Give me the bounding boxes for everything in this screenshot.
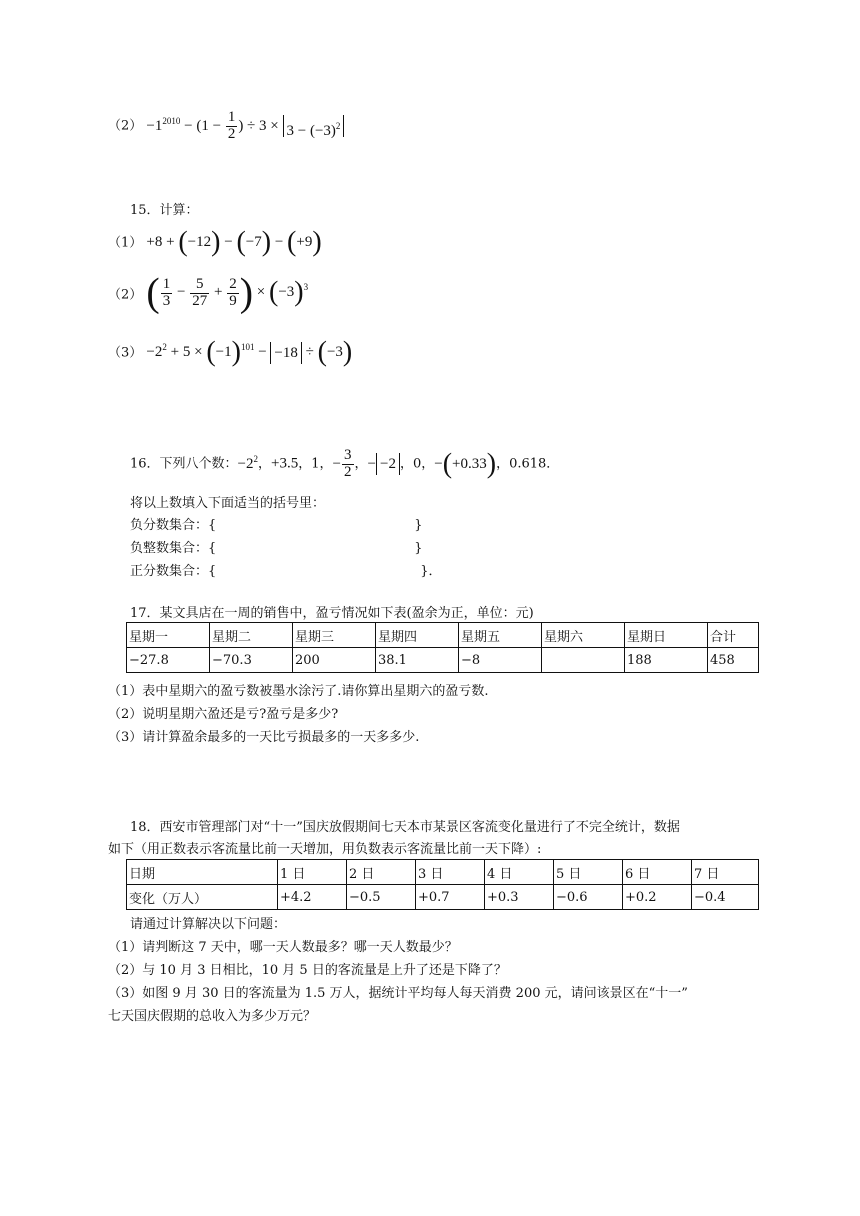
- math-expression: +8 + (−12) − (−7) − (+9): [146, 227, 322, 258]
- q17-table: [126, 622, 759, 673]
- q16-line: 16．下列八个数：$-2^2$，+3.5，1，− $\frac{3}{2}$ ，− −2 ，0，−(+0.33)，0.618．: [130, 447, 560, 480]
- set-negative-fractions: [130, 514, 423, 533]
- table-cell: 星期日: [625, 623, 708, 648]
- q18-line-2: 如下（用正数表示客流量比前一天增加，用负数表示客流量比前一天下降）:: [108, 842, 542, 857]
- q18-table: [126, 859, 759, 910]
- table-cell: 6 日: [623, 860, 692, 885]
- table-cell: −70.3: [210, 648, 293, 673]
- set-close: }: [414, 518, 423, 533]
- q18-intro: 请通过计算解决以下问题：: [130, 917, 287, 932]
- set-label: 正分数集合：{: [130, 564, 217, 579]
- table-cell: +0.2: [623, 885, 692, 910]
- item-label: （2）: [108, 287, 143, 303]
- item-label: （2）: [108, 118, 143, 134]
- q18-line-1: 18．西安市管理部门对“十一”国庆放假期间七天本市某景区客流变化量进行了不完全统计，数据: [130, 820, 680, 835]
- table-cell: 日期: [127, 860, 278, 885]
- table-cell: +4.2: [278, 885, 347, 910]
- q17-question-2: （2）说明星期六盈还是亏?盈亏是多少?: [108, 707, 339, 722]
- table-cell: 星期一: [127, 623, 210, 648]
- table-cell: [542, 648, 625, 673]
- table-cell: 7 日: [692, 860, 759, 885]
- q18-question-3-cont: 七天国庆假期的总收入为多少万元？: [108, 1009, 317, 1024]
- table-cell: 星期六: [542, 623, 625, 648]
- q15-title: 15．计算：: [130, 203, 199, 218]
- table-cell: −0.6: [554, 885, 623, 910]
- table-cell: 1 日: [278, 860, 347, 885]
- q16-prefix: 16．下列八个数：: [130, 456, 238, 472]
- table-cell: +0.7: [416, 885, 485, 910]
- q17-question-3: （3）请计算盈余最多的一天比亏损最多的一天多多少.: [108, 730, 420, 745]
- q17-question-1: （1）表中星期六的盈亏数被墨水涂污了.请你算出星期六的盈亏数.: [108, 684, 489, 699]
- item-label: （1）: [108, 235, 143, 251]
- set-close: }: [414, 541, 423, 556]
- table-cell: 星期五: [459, 623, 542, 648]
- table-cell: −0.5: [347, 885, 416, 910]
- q14-item-2: [108, 110, 344, 143]
- table-cell: 2 日: [347, 860, 416, 885]
- table-cell: −8: [459, 648, 542, 673]
- math-expression: $-1^{2010} - (1$ − $\frac{1}{2}$ ) ÷ $3 \times 3 - (-3)^2$: [146, 118, 344, 134]
- q18-question-3: （3）如图 9 月 30 日的客流量为 1.5 万人，据统计平均每人每天消费 200 元，请问该景区在“十一”: [108, 986, 688, 1001]
- q17-title: 17．某文具店在一周的销售中，盈亏情况如下表(盈余为正，单位：元): [130, 606, 534, 621]
- table-cell: 星期三: [293, 623, 376, 648]
- math-expression: $-2^2$: [237, 453, 259, 472]
- table-cell: −27.8: [127, 648, 210, 673]
- table-cell: −0.4: [692, 885, 759, 910]
- table-row: [127, 648, 759, 673]
- q15-item-3: [108, 339, 352, 367]
- q16-instruction: 将以上数填入下面适当的括号里：: [130, 496, 326, 511]
- q16-suffix: ．: [546, 456, 560, 472]
- set-negative-integers: [130, 537, 423, 556]
- set-label: 负整数集合：{: [130, 541, 217, 556]
- math-expression: $-2^2 + 5 \times (-1)^{101} - -18 \div (-3)$: [146, 337, 353, 368]
- table-cell: 188: [625, 648, 708, 673]
- table-cell: 星期二: [210, 623, 293, 648]
- table-cell: 458: [708, 648, 759, 673]
- table-cell: +0.3: [485, 885, 554, 910]
- table-cell: 变化（万人）: [127, 885, 278, 910]
- fraction: $\frac{1}{2}$: [227, 109, 236, 142]
- table-header-row: [127, 860, 759, 885]
- math-expression: ( $\frac{1}{3}$ − $\frac{5}{27}$ + $\frac{2}{9}$ ) × $(-3)^3$: [146, 270, 309, 315]
- set-positive-fractions: [130, 560, 442, 579]
- table-row: [127, 885, 759, 910]
- q18-question-1: （1）请判断这 7 天中，哪一天人数最多？哪一天人数最少？: [108, 940, 458, 955]
- set-close: }．: [420, 564, 442, 579]
- table-cell: 星期四: [376, 623, 459, 648]
- table-cell: 38.1: [376, 648, 459, 673]
- q18-question-2: （2）与 10 月 3 日相比，10 月 5 日的客流量是上升了还是下降了？: [108, 963, 507, 978]
- item-label: （3）: [108, 345, 143, 361]
- table-cell: 3 日: [416, 860, 485, 885]
- table-header-row: [127, 623, 759, 648]
- set-label: 负分数集合：{: [130, 518, 217, 533]
- table-cell: 合计: [708, 623, 759, 648]
- table-cell: 5 日: [554, 860, 623, 885]
- q15-item-2: [108, 270, 309, 315]
- table-cell: 200: [293, 648, 376, 673]
- q15-item-1: [108, 229, 322, 257]
- table-cell: 4 日: [485, 860, 554, 885]
